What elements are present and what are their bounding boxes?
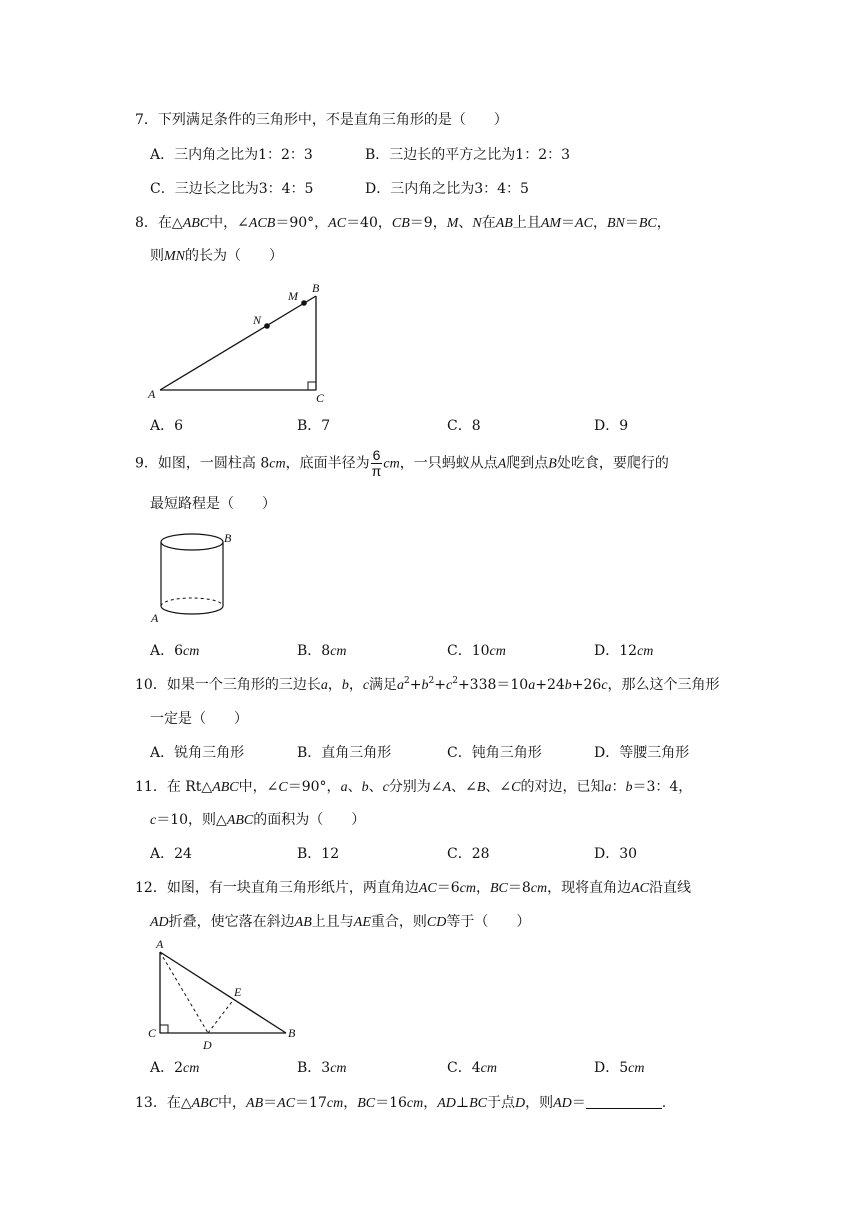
q10-option-b: B．直角三角形	[297, 745, 392, 761]
q8-option-d: D．9	[594, 418, 629, 434]
q12-option-a: A．2cm	[150, 1060, 200, 1076]
q8-option-b: B．7	[297, 418, 331, 434]
q7-stem: 7．下列满足条件的三角形中，不是直角三角形的是（ ）	[135, 112, 508, 128]
q12-option-c: C．4cm	[447, 1060, 497, 1076]
q9-fraction: $\frac{6}{\pi}$	[371, 447, 382, 479]
q7-option-a: A．三内角之比为1：2：3	[150, 147, 313, 163]
q11-option-d: D．30	[594, 846, 638, 862]
q11-stem-line1: 11．在 Rt△ABC中，∠C＝90°，a、b、c分别为∠A、∠B、∠C的对边，已知a：b＝3：4，	[135, 779, 693, 795]
q12-label-e: E	[234, 985, 242, 999]
q9-option-c: C．10cm	[447, 643, 506, 659]
q9-cylinder-figure	[145, 528, 245, 628]
q11-option-a: A．24	[150, 846, 192, 862]
q8-stem-line1: 8．在△ABC中，∠ACB＝90°，AC＝40，CB＝9，M、N在AB上且AM＝AC，BN＝BC，	[135, 215, 671, 231]
q12-stem-line1: 12．如图，有一块直角三角形纸片，两直角边AC＝6cm，BC＝8cm，现将直角边AC沿直线	[135, 880, 691, 896]
q8-stem-line2: 则MN的长为（ ）	[150, 248, 283, 264]
q7-option-b: B．三边长的平方之比为1：2：3	[365, 147, 571, 163]
q10-option-a: A．锐角三角形	[150, 745, 245, 761]
q9-option-b: B．8cm	[297, 643, 347, 659]
q8-triangle-figure	[140, 278, 340, 408]
q8-label-b: B	[312, 281, 320, 295]
q12-option-b: B．3cm	[297, 1060, 347, 1076]
q9-label-a: A	[151, 611, 159, 625]
q12-fold-figure	[140, 936, 310, 1056]
q8-option-a: A．6	[150, 418, 184, 434]
q12-option-d: D．5cm	[594, 1060, 645, 1076]
q8-label-m: M	[288, 289, 298, 303]
q7-option-d: D．三内角之比为3：4：5	[365, 181, 529, 197]
q8-label-c: C	[316, 391, 325, 405]
q11-option-c: C．28	[447, 846, 490, 862]
q11-stem-line2: c＝10，则△ABC的面积为（ ）	[150, 812, 366, 828]
q12-label-b: B	[288, 1026, 296, 1040]
q8-option-c: C．8	[447, 418, 481, 434]
q10-option-c: C．钝角三角形	[447, 745, 542, 761]
q12-label-d: D	[203, 1038, 212, 1052]
q12-label-c: C	[148, 1026, 157, 1040]
q12-stem-line2: AD折叠，使它落在斜边AB上且与AE重合，则CD等于（ ）	[150, 914, 531, 930]
q11-option-b: B．12	[297, 846, 340, 862]
q13-stem: 13．在△ABC中，AB＝AC＝17cm，BC＝16cm，AD⊥BC于点D，则AD＝ .	[135, 1095, 667, 1111]
q10-option-d: D．等腰三角形	[594, 745, 690, 761]
q9-option-d: D．12cm	[594, 643, 654, 659]
q8-label-a: A	[148, 387, 156, 401]
q9-stem-line1: 9．如图，一圆柱高 8cm，底面半径为 $\frac{6}{\pi}$ cm，一只蚂蚁从点A爬到点B处吃食，要爬行的	[135, 447, 669, 479]
q12-label-a: A	[156, 937, 164, 951]
q9-stem-line2: 最短路程是（ ）	[150, 496, 276, 512]
q13-answer-blank[interactable]	[586, 1094, 662, 1109]
q7-option-c: C．三边长之比为3：4：5	[150, 181, 314, 197]
q8-label-n: N	[253, 313, 262, 327]
q10-stem-line2: 一定是（ ）	[150, 711, 248, 727]
q9-label-b: B	[224, 531, 232, 545]
q10-stem-line1: 10．如果一个三角形的三边长a，b，c满足$a^2+b^2+c^2+338=10a+24b+26c$，那么这个三角形	[135, 676, 720, 693]
q9-option-a: A．6cm	[150, 643, 200, 659]
